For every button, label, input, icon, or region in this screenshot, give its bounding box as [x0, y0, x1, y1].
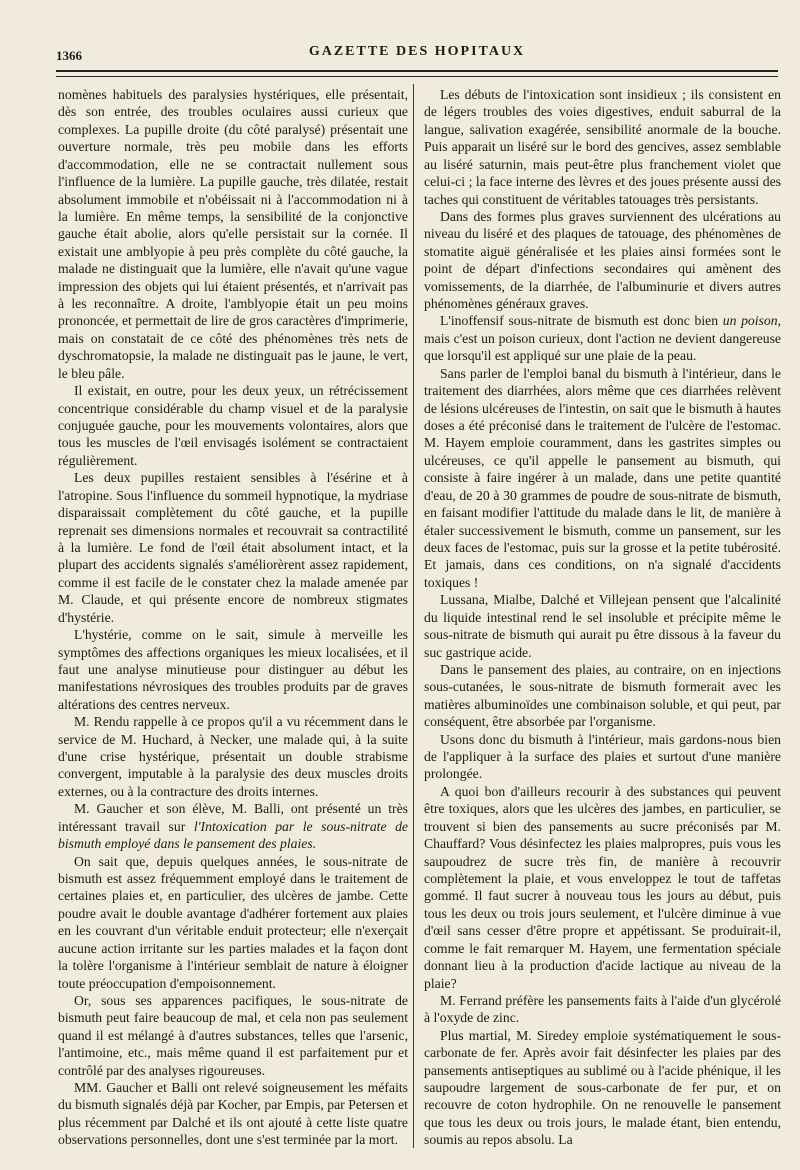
- left-column: [58, 86, 408, 1149]
- paragraph: Dans des formes plus graves surviennent des ulcérations au niveau du liséré et des plaques de tatouage, des phénomènes de stomatite aiguë généralisée et les plaies ainsi formées sont le point de départ d'infections secondaires qui amènent des vomissements, de la diarrhée, de l'albuminurie et divers autres phénomènes généraux graves.: [424, 208, 781, 312]
- column-divider: [413, 84, 414, 1148]
- paragraph: M. Ferrand préfère les pansements faits à l'aide d'un glycérolé à l'oxyde de zinc.: [424, 992, 781, 1026]
- paragraph-tail: mais c'est un poison curieux, dont l'action ne devient dangereuse que lorsqu'il est appliqué sur une plaie de la peau.: [424, 330, 781, 364]
- journal-title: GAZETTE DES HOPITAUX: [308, 44, 526, 59]
- emphasis: un poison,: [722, 313, 781, 329]
- header-rule-thin: [56, 76, 778, 77]
- paragraph: Dans le pansement des plaies, au contraire, on en injections sous-cutanées, le sous-nitrate de bismuth formerait avec les matières albuminoïdes une combinaison soluble, et qui peut, par conséquent, être absorbée par l'organisme.: [424, 661, 781, 730]
- paragraph: Or, sous ses apparences pacifiques, le sous-nitrate de bismuth peut faire beaucoup de mal, et cela non pas seulement quand il est mélangé à d'autres substances, telles que l'arsenic, l'antimoine, etc., mais même quand il est parfaitement pur et contrôlé par des analyses rigoureuses.: [58, 992, 408, 1078]
- paragraph: [424, 312, 781, 364]
- paragraph: nomènes habituels des paralysies hystériques, elle présentait, dès son entrée, des troubles oculaires aussi curieux que complexes. La pupille droite (du côté paralysé) présentait une ouverture normale, très peu mobile dans les efforts d'accommodation, elle ne se contractait nullement sous l'influence de la lumière. La pupille gauche, très dilatée, restait absolument immobile et n'obéissait ni à l'accommodation ni à la lumière. En même temps, la sensibilité de la conjonctive gauche était abolie, alors qu'elle persistait sur la cornée. Il existait une amblyopie à peu près complète du côté gauche, la malade ne distinguait que la lumière, elle n'avait qu'une vague impression des objets qui lui étaient présentés, et n'arrivait pas à les reconnaître. A droite, l'amblyopie était un peu moins prononcée, et permettait de lire de gros caractères d'imprimerie, mais on constatait de ce côté des phénomènes très nets de dyschromatopsie, la malade ne distinguait pas le jaune, le vert, le bleu pâle.: [58, 87, 408, 381]
- paragraph-lead: M. Gaucher et son élève, M. Balli, ont présenté un très intéressant travail sur: [58, 801, 408, 834]
- article-title: l'Intoxication par le sous-nitrate de bismuth employé dans le pansement des plaies.: [58, 818, 408, 852]
- paragraph: Les deux pupilles restaient sensibles à l'ésérine et à l'atropine. Sous l'influence du sommeil hypnotique, la mydriase disparaissait complètement du côté gauche, et la pupille reprenait ses dimensions normales et recouvrait sa contractilité à la lumière. Le fond de l'œil était absolument intact, et la plupart des accidents signalés s'améliorèrent assez rapidement, comme il est facile de le constater chez la malade amenée par M. Claude, et qui présente encore de nombreux stigmates d'hystérie.: [58, 470, 408, 625]
- paragraph: Plus martial, M. Siredey emploie systématiquement le sous-carbonate de fer. Après avoir fait désinfecter les plaies par des pansements antiseptiques au sublimé ou à l'acide phénique, il les saupoudre largement de sous-carbonate de fer pur, et on recouvre de coton hydrophile. On ne renouvelle le pansement que tous les deux ou trois jours, le malade étant, bien entendu, soumis au repos absolu. La: [424, 1027, 781, 1148]
- right-column: [424, 86, 781, 1149]
- paragraph: Il existait, en outre, pour les deux yeux, un rétrécissement concentrique considérable du champ visuel et de la paralysie conjuguée gauche, pour les mouvements volontaires, alors que tous les muscles de l'œil envisagés isolément se contractaient régulièrement.: [58, 383, 408, 468]
- paragraph: MM. Gaucher et Balli ont relevé soigneusement les méfaits du bismuth signalés déjà par Kocher, par Empis, par Petersen et plus récemment par Dalché et ils ont ajouté à cette liste quatre observations personnelles, dont une s'est terminée par la mort.: [58, 1080, 408, 1148]
- paragraph: A quoi bon d'ailleurs recourir à des substances qui peuvent être toxiques, alors que les ulcères des jambes, en particulier, se trouvent si bien des pansements au sucre préconisés par M. Chauffard? Vous désinfectez les plaies malpropres, puis vous les saupoudrez de sucre très fin, de manière à recouvrir complètement la plaie, et vous enveloppez le tout de taffetas gommé. Il faut sucrer à nouveau tous les jours au début, puis tous les deux ou trois jours seulement, et l'ulcère diminue à vue d'œil sans cesser d'être propre et appétissant. Se produirait-il, comme le fait remarquer M. Hayem, une fermentation spéciale donnant lieu à la production d'acide lactique au niveau de la plaie?: [424, 783, 781, 991]
- paragraph: On sait que, depuis quelques années, le sous-nitrate de bismuth est assez fréquemment employé dans le traitement de certaines plaies et, en particulier, des ulcères de jambe. Cette poudre avait le double avantage d'adhérer fortement aux plaies en les couvrant d'un véritable enduit protecteur; elle n'exerçait aucune action irritante sur les parties malades et la façon dont la tolère l'organisme à l'intérieur semblait de nature à éloigner toute préoccupation d'empoisonnement.: [58, 853, 408, 991]
- paragraph: Lussana, Mialbe, Dalché et Villejean pensent que l'alcalinité du liquide intestinal rend le sel insoluble et précipite même le sous-nitrate de bismuth qui aurait pu être dissous à la faveur du suc gastrique acide.: [424, 592, 781, 660]
- paragraph: Les débuts de l'intoxication sont insidieux ; ils consistent en de légers troubles des voies digestives, enduit saburral de la langue, salivation exagérée, sensibilité anormale de la bouche. Puis apparait un liséré sur le bord des gencives, assez semblable au liséré saturnin, mais peut-être plus franchement violet que celui-ci ; la face interne des lèvres et des joues présente aussi des taches qui constituent de véritables tatouages très persistants.: [424, 87, 781, 207]
- paragraph: Usons donc du bismuth à l'intérieur, mais gardons-nous bien de l'appliquer à la surface des plaies et surtout d'une manière prolongée.: [424, 731, 781, 782]
- page-header: [56, 40, 778, 66]
- page-number: 1366: [56, 48, 82, 63]
- paragraph: M. Rendu rappelle à ce propos qu'il a vu récemment dans le service de M. Huchard, à Necker, une malade qui, à la suite d'une crise hystérique, présentait un double strabisme convergent, imputable à la paralysie des deux muscles droits externes, ou à la contracture des droits internes.: [58, 714, 408, 799]
- paragraph-lead: L'inoffensif sous-nitrate de bismuth est donc bien: [440, 313, 723, 329]
- header-rule-thick: [56, 70, 778, 72]
- paragraph: Sans parler de l'emploi banal du bismuth à l'intérieur, dans le traitement des diarrhées, alors même que ces diarrhées relèvent de lésions ulcéreuses de l'intestin, on sait que le bismuth à hautes doses a été préconisé dans le traitement de l'ulcère de l'estomac. M. Hayem emploie couramment, dans les gastrites simples ou ulcéreuses, ce qu'il appelle le pansement au bismuth, qui consiste à faire ingérer à un malade, dans une petite quantité d'eau, de 20 à 30 grammes de poudre de sous-nitrate de bismuth, en faisant modifier l'attitude du malade dans le lit, de manière à étaler successivement le bismuth, comme un pansement, sur les deux faces de l'estomac, puis sur la grosse et la petite tubérosité. Et jamais, dans ces conditions, on n'a signalé d'accidents toxiques !: [424, 365, 781, 590]
- paragraph: [58, 800, 408, 852]
- paragraph: L'hystérie, comme on le sait, simule à merveille les symptômes des affections organiques les mieux localisées, et il faut une analyse minutieuse pour distinguer au début les manifestations névrosiques des troubles produits par de graves altérations des centres nerveux.: [58, 627, 408, 712]
